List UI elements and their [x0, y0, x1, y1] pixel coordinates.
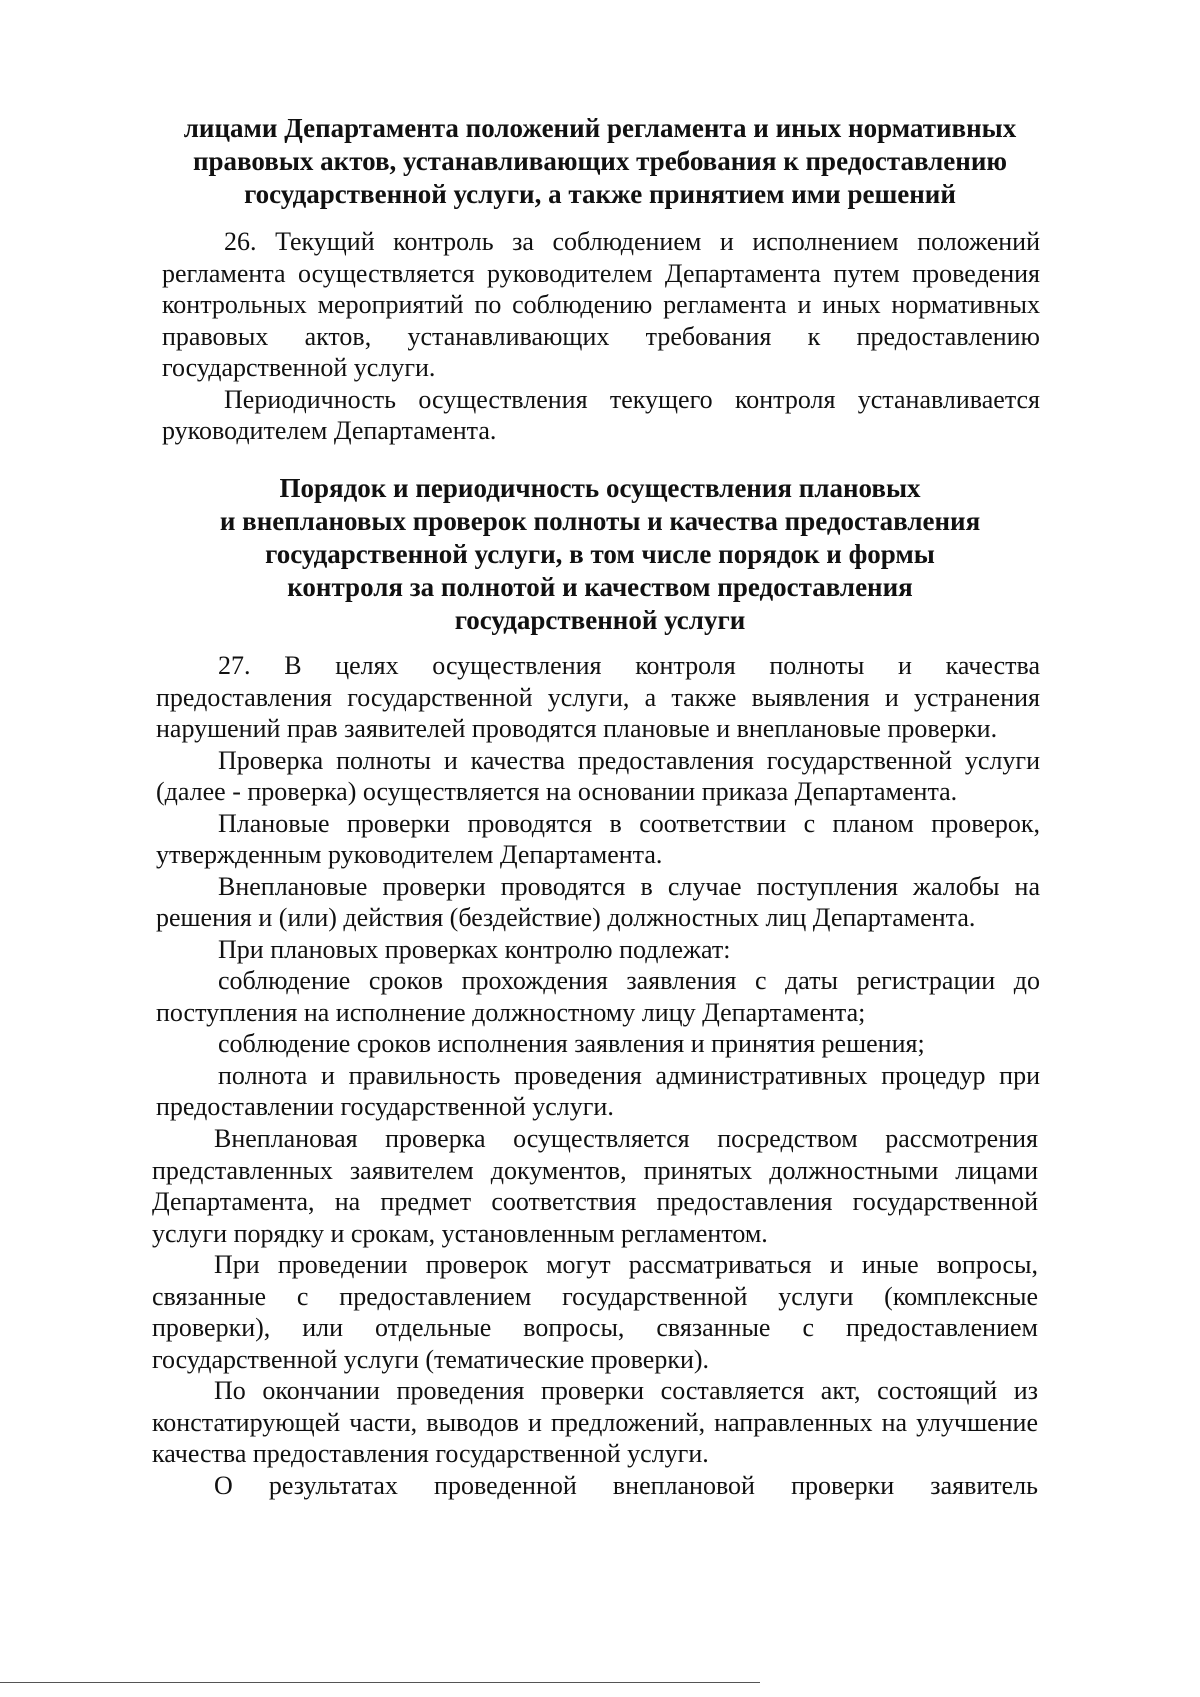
- text-line: (далее - проверка) осуществляется на основании приказа Департамента.: [156, 777, 958, 806]
- heading-line: лицами Департамента положений регламента и иных нормативных: [183, 113, 1017, 143]
- text-line: При проведении проверок могут рассматриваться и иные вопросы,: [214, 1250, 1038, 1279]
- text-line: соблюдение сроков исполнения заявления и принятия решения;: [218, 1029, 925, 1058]
- text-line: полнота и правильность проведения административных процедур при: [218, 1060, 1040, 1090]
- text-line: проверки), или отдельные вопросы, связанные с предоставлением: [152, 1313, 1038, 1342]
- scan-edge-line: [0, 1682, 760, 1683]
- text-line: связанные с предоставлением государственной услуги (комплексные: [152, 1281, 1038, 1311]
- text-line: 27. В целях осуществления контроля полноты и качества: [218, 651, 1040, 680]
- text-line: качества предоставления государственной услуги.: [152, 1439, 709, 1468]
- text-line: По окончании проведения проверки составляется акт, состоящий из: [214, 1376, 1038, 1405]
- heading-line: государственной услуги: [454, 605, 746, 635]
- text-line: государственной услуги (тематические проверки).: [152, 1344, 710, 1374]
- text-line: констатирующей части, выводов и предложений, направленных на улучшение: [152, 1407, 1038, 1437]
- text-line: предоставления государственной услуги, а также выявления и устранения: [156, 682, 1040, 712]
- text-line: услуги порядку и срокам, установленным регламентом.: [152, 1218, 768, 1248]
- text-line: Проверка полноты и качества предоставления государственной услуги: [218, 745, 1040, 775]
- text-line: контрольных мероприятий по соблюдению регламента и иных нормативных: [162, 290, 1040, 319]
- heading-line: и внеплановых проверок полноты и качества предоставления: [219, 506, 981, 536]
- paragraph-26: [162, 226, 1040, 447]
- text-line: Плановые проверки проводятся в соответствии с планом проверок,: [218, 808, 1040, 838]
- text-line: предоставлении государственной услуги.: [156, 1092, 614, 1121]
- text-line: государственной услуги.: [162, 353, 436, 382]
- text-line: О результатах проведенной внеплановой проверки заявитель: [214, 1470, 1038, 1500]
- heading-line: контроля за полнотой и качеством предоставления: [287, 572, 913, 602]
- text-line: соблюдение сроков прохождения заявления с даты регистрации до: [218, 966, 1040, 995]
- paragraph-27-continued: [152, 1123, 1038, 1501]
- text-line: представленных заявителем документов, принятых должностными лицами: [152, 1155, 1038, 1185]
- text-line: поступления на исполнение должностному лицу Департамента;: [156, 997, 866, 1027]
- heading-line: государственной услуги, в том числе порядок и формы: [265, 539, 935, 569]
- text-line: Внеплановая проверка осуществляется посредством рассмотрения: [214, 1124, 1038, 1153]
- text-line: Внеплановые проверки проводятся в случае поступления жалобы на: [218, 871, 1040, 901]
- text-line: решения и (или) действия (бездействие) должностных лиц Департамента.: [156, 903, 976, 932]
- text-line: При плановых проверках контролю подлежат:: [218, 934, 731, 964]
- text-line: Периодичность осуществления текущего контроля устанавливается: [224, 384, 1040, 414]
- section-heading-current-control: [150, 112, 1050, 211]
- heading-line: государственной услуги, а также принятием ими решений: [244, 179, 956, 209]
- section-heading-inspections: [150, 472, 1050, 637]
- text-line: утвержденным руководителем Департамента.: [156, 840, 663, 869]
- text-line: руководителем Департамента.: [162, 416, 497, 445]
- text-line: 26. Текущий контроль за соблюдением и исполнением положений: [224, 227, 1040, 256]
- text-line: правовых актов, устанавливающих требования к предоставлению: [162, 321, 1040, 351]
- paragraph-27: [156, 650, 1040, 1123]
- heading-line: правовых актов, устанавливающих требования к предоставлению: [192, 146, 1008, 176]
- heading-line: Порядок и периодичность осуществления плановых: [279, 473, 921, 503]
- text-line: регламента осуществляется руководителем Департамента путем проведения: [162, 258, 1040, 288]
- text-line: нарушений прав заявителей проводятся плановые и внеплановые проверки.: [156, 714, 998, 743]
- text-line: Департамента, на предмет соответствия предоставления государственной: [152, 1187, 1038, 1216]
